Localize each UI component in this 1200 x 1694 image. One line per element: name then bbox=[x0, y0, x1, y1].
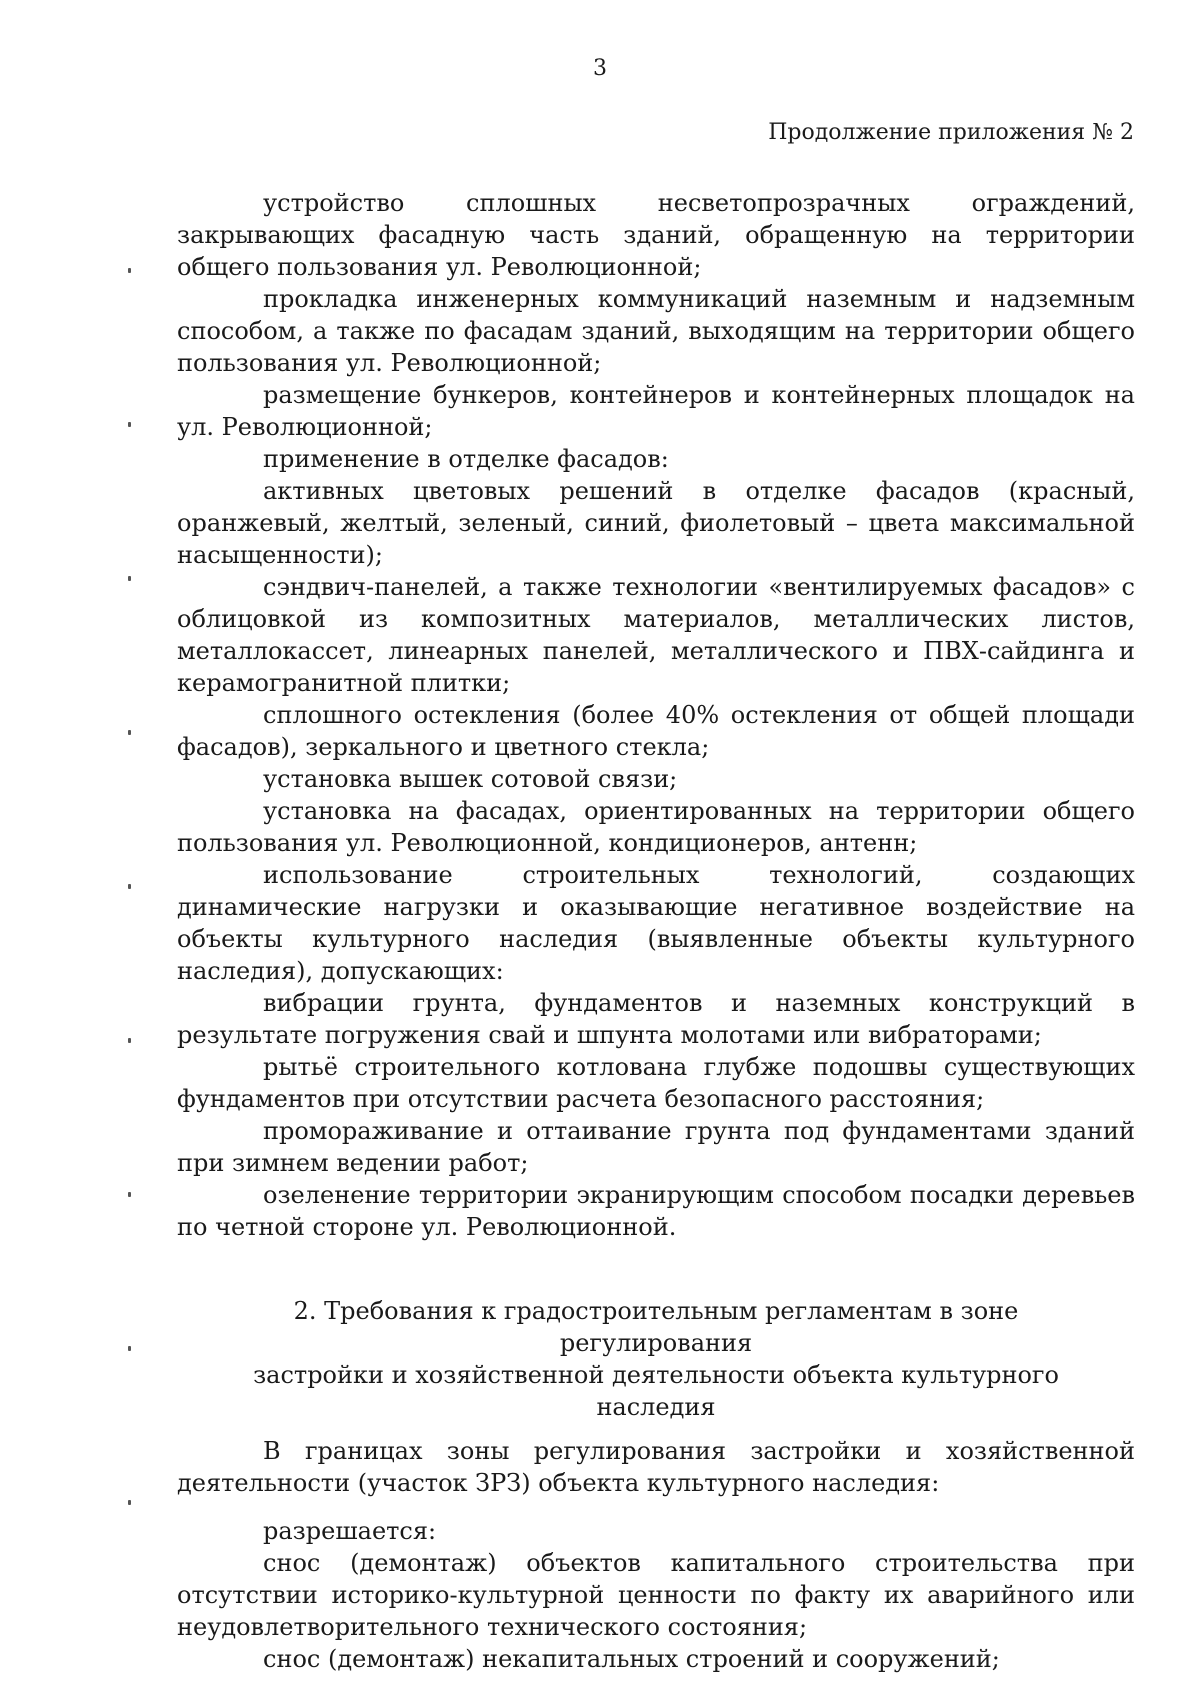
scan-speck bbox=[128, 576, 131, 581]
section-heading-line: застройки и хозяйственной деятельности объекта культурного наследия bbox=[253, 1361, 1059, 1421]
paragraph: вибрации грунта, фундаментов и наземных конструкций в результате погружения свай и шпунта молотами или вибраторами; bbox=[177, 989, 1135, 1049]
paragraph: сплошного остекления (более 40% остекления от общей площади фасадов), зеркального и цветного стекла; bbox=[177, 701, 1135, 761]
scan-speck bbox=[128, 730, 131, 735]
paragraph: установка вышек сотовой связи; bbox=[263, 765, 678, 793]
paragraph: снос (демонтаж) некапитальных строений и сооружений; bbox=[263, 1645, 1000, 1673]
scan-speck bbox=[128, 884, 131, 889]
paragraph: прокладка инженерных коммуникаций наземным и надземным способом, а также по фасадам зданий, выходящим на территории общего пользования ул. Революционной; bbox=[177, 285, 1135, 377]
paragraph: сэндвич-панелей, а также технологии «вентилируемых фасадов» с облицовкой из композитных материалов, металлических листов, металлокассет, линеарных панелей, металлического и ПВХ-сайдинга и керамогранитной плитки; bbox=[177, 573, 1135, 697]
paragraph: промораживание и оттаивание грунта под фундаментами зданий при зимнем ведении работ; bbox=[177, 1117, 1135, 1177]
paragraph: снос (демонтаж) объектов капитального строительства при отсутствии историко-культурной ценности по факту их аварийного или неудовлетворительного технического состояния; bbox=[177, 1549, 1135, 1641]
document-body bbox=[177, 187, 1135, 1675]
scan-speck bbox=[128, 1500, 131, 1505]
section-heading bbox=[177, 1295, 1135, 1423]
scan-speck bbox=[128, 268, 131, 273]
scan-speck bbox=[128, 1346, 131, 1351]
paragraph: устройство сплошных несветопрозрачных ограждений, закрывающих фасадную часть зданий, обращенную на территории общего пользования ул. Революционной; bbox=[177, 189, 1135, 281]
allowed-label: разрешается: bbox=[263, 1517, 437, 1545]
scan-speck bbox=[128, 1038, 131, 1043]
paragraph: применение в отделке фасадов: bbox=[263, 445, 669, 473]
paragraph: использование строительных технологий, создающих динамические нагрузки и оказывающие негативное воздействие на объекты культурного наследия (выявленные объекты культурного наследия), допускающих: bbox=[177, 861, 1135, 985]
intro-paragraph: В границах зоны регулирования застройки и хозяйственной деятельности (участок ЗРЗ) объекта культурного наследия: bbox=[177, 1437, 1135, 1497]
paragraph: активных цветовых решений в отделке фасадов (красный, оранжевый, желтый, зеленый, синий, фиолетовый – цвета максимальной насыщенности); bbox=[177, 477, 1135, 569]
page-number: 3 bbox=[593, 56, 607, 81]
paragraph: размещение бункеров, контейнеров и контейнерных площадок на ул. Революционной; bbox=[177, 381, 1135, 441]
scan-speck bbox=[128, 1192, 131, 1197]
paragraph: озеленение территории экранирующим способом посадки деревьев по четной стороне ул. Революционной. bbox=[177, 1181, 1135, 1241]
paragraph: рытьё строительного котлована глубже подошвы существующих фундаментов при отсутствии расчета безопасного расстояния; bbox=[177, 1053, 1135, 1113]
scan-speck bbox=[128, 422, 131, 427]
annex-label: Продолжение приложения № 2 bbox=[768, 120, 1134, 145]
section-heading-line: 2. Требования к градостроительным регламентам в зоне регулирования bbox=[293, 1297, 1019, 1357]
paragraph: установка на фасадах, ориентированных на территории общего пользования ул. Революционной, кондиционеров, антенн; bbox=[177, 797, 1135, 857]
